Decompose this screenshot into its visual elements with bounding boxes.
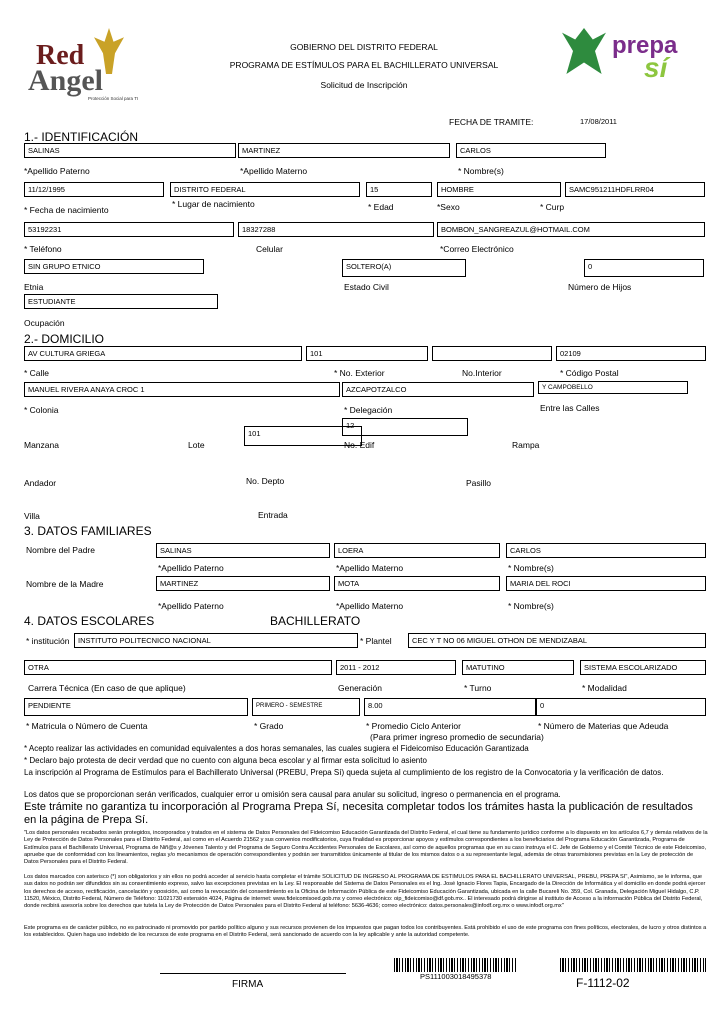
barcode-number: PS111003018495378 bbox=[420, 972, 492, 981]
hijos-label: Número de Hijos bbox=[568, 282, 632, 292]
padre-nombre-field[interactable]: CARLOS bbox=[506, 543, 706, 558]
apellido-paterno-field[interactable]: SALINAS bbox=[24, 143, 236, 158]
delegacion-label: * Delegación bbox=[344, 405, 393, 415]
padre-nombre-label: * Nombre(s) bbox=[508, 563, 554, 573]
grado-label: * Grado bbox=[254, 721, 284, 731]
padre-label: Nombre del Padre bbox=[26, 545, 95, 555]
colonia-label: * Colonia bbox=[24, 405, 59, 415]
form-code: F-1112-02 bbox=[576, 976, 630, 990]
lugar-nacimiento-field[interactable]: DISTRITO FEDERAL bbox=[170, 182, 360, 197]
fecha-nacimiento-field[interactable]: 11/12/1995 bbox=[24, 182, 164, 197]
no-edif-field[interactable]: 12 bbox=[342, 418, 468, 436]
correo-field[interactable]: BOMBON_SANGREAZUL@HOTMAIL.COM bbox=[437, 222, 705, 237]
program-title: PROGRAMA DE ESTÍMULOS PARA EL BACHILLERATO UNIVERSAL bbox=[229, 60, 499, 70]
apellido-materno-field[interactable]: MARTINEZ bbox=[238, 143, 450, 158]
declaracion-inscripcion: La inscripción al Programa de Estímulos para el Bachillerato Universal (PREBU, Prepa Sí) queda sujeta al cumplimiento de los registro de la Convocatoria y la verificación de datos. bbox=[24, 768, 664, 777]
no-depto-field[interactable]: 101 bbox=[244, 426, 362, 446]
curp-label: * Curp bbox=[540, 202, 565, 212]
etnia-label: Etnia bbox=[24, 282, 44, 292]
calle-field[interactable]: AV CULTURA GRIEGA bbox=[24, 346, 302, 361]
fecha-nacimiento-label: * Fecha de nacimiento bbox=[24, 205, 109, 215]
madre-nombre-field[interactable]: MARIA DEL ROCI bbox=[506, 576, 706, 591]
aviso-importante: Este trámite no garantiza tu incorporación al Programa Prepa Sí, necesita completar todos los trámites hasta la publicación de resultados en la página de Prepa Sí. bbox=[24, 801, 693, 826]
ocupacion-field[interactable]: ESTUDIANTE bbox=[24, 294, 218, 309]
madre-paterno-label: *Apellido Paterno bbox=[158, 601, 224, 611]
apellido-materno-label: *Apellido Materno bbox=[240, 166, 308, 176]
etnia-field[interactable]: SIN GRUPO ETNICO bbox=[24, 259, 204, 274]
madre-label: Nombre de la Madre bbox=[26, 579, 104, 589]
sexo-label: *Sexo bbox=[437, 202, 460, 212]
generacion-label: Generación bbox=[338, 683, 382, 693]
form-title: Solicitud de Inscripción bbox=[320, 80, 408, 90]
celular-label: Celular bbox=[256, 244, 283, 254]
padre-paterno-field[interactable]: SALINAS bbox=[156, 543, 330, 558]
matricula-field[interactable]: PENDIENTE bbox=[24, 698, 248, 716]
plantel-label: * Plantel bbox=[360, 636, 392, 646]
codigo-postal-label: * Código Postal bbox=[560, 368, 619, 378]
no-edif-label: No. Edif bbox=[344, 440, 375, 450]
declaracion-beca: * Declaro bajo protesta de decir verdad que no cuento con alguna beca escolar y al firmar esta solicitud lo asiento bbox=[24, 756, 427, 765]
declaracion-verificacion: Los datos que se proporcionan serán verificados, cualquier error u omisión sera causal para anular su solicitud, ingreso o permanencia en el programa. bbox=[24, 790, 561, 799]
entre-calles-field[interactable]: Y CAMPOBELLO bbox=[538, 381, 688, 394]
hijos-field[interactable]: 0 bbox=[584, 259, 704, 277]
manzana-label: Manzana bbox=[24, 440, 59, 450]
promedio-label: * Promedio Ciclo Anterior bbox=[366, 721, 461, 731]
section-escolares: 4. DATOS ESCOLARES bbox=[24, 614, 155, 628]
logo-angel-text: Angel bbox=[28, 64, 103, 97]
nombre-field[interactable]: CARLOS bbox=[456, 143, 606, 158]
firma-line bbox=[160, 973, 346, 974]
codigo-postal-field[interactable]: 02109 bbox=[556, 346, 706, 361]
padre-materno-field[interactable]: LOERA bbox=[334, 543, 500, 558]
andador-label: Andador bbox=[24, 478, 57, 488]
no-exterior-label: * No. Exterior bbox=[334, 368, 385, 378]
madre-materno-field[interactable]: MOTA bbox=[334, 576, 500, 591]
delegacion-field[interactable]: AZCAPOTZALCO bbox=[342, 382, 534, 397]
institucion-field[interactable]: INSTITUTO POLITECNICO NACIONAL bbox=[74, 633, 358, 648]
fecha-tramite-label: FECHA DE TRAMITE: bbox=[449, 117, 534, 127]
aviso-datos-personales: "Los datos personales recabados serán protegidos, incorporados y tratados en el sistema de Datos Personales del Fideicomiso Educación Garantizada del Distrito Federal, el cual tiene su fundamento jurídico conforme a lo dispuesto en los artículos 6,7 y demás relativos de la Ley de Protección de Datos Personales para el Distrito Federal, así como en el Acuerdo 21562 y sus convenios modificatorios, cuya finalidad es proporcionar apoyos y estímulos correspondientes a los beneficiarios del Programa Educación Garantizada, Programa de Estímulos para el Bachillerato Universal, Programa de Niñ@s y Jóvenes Talento y del Programa de Seguro Contra Accidentes Personales de Escolares, así como de aquellos programas que en su caso instruya el C. Jefe de Gobierno y el Comité Técnico de este Fideicomiso, apruebe que de conformidad con los lineamientos, reglas y/o mecanismos de operación correspondientes y podrán ser transmitidos únicamente al titular de los mismos datos o a su representante legal, además de otras transmisiones previstas en la Ley de protección de Datos Personales para el Distrito Federal. bbox=[24, 830, 708, 866]
entrada-label: Entrada bbox=[258, 510, 288, 520]
carrera-field[interactable]: OTRA bbox=[24, 660, 332, 675]
no-interior-field[interactable] bbox=[432, 346, 552, 361]
madre-materno-label: *Apellido Materno bbox=[336, 601, 404, 611]
madre-paterno-field[interactable]: MARTINEZ bbox=[156, 576, 330, 591]
sexo-field[interactable]: HOMBRE bbox=[437, 182, 561, 197]
telefono-label: * Teléfono bbox=[24, 244, 62, 254]
logo-tagline: Protección Social para TI bbox=[88, 96, 139, 101]
generacion-field[interactable]: 2011 - 2012 bbox=[336, 660, 456, 675]
modalidad-label: * Modalidad bbox=[582, 683, 627, 693]
estado-civil-label: Estado Civil bbox=[344, 282, 389, 292]
gov-title: GOBIERNO DEL DISTRITO FEDERAL bbox=[290, 42, 438, 52]
declaracion-actividades: * Acepto realizar las actividades en comunidad equivalentes a dos horas semanales, las cuales sugiera el Fideicomiso Educación Garantizada bbox=[24, 744, 529, 753]
logo-red-text: Red bbox=[36, 40, 85, 71]
grado-field[interactable]: PRIMERO - SEMESTRE bbox=[252, 698, 360, 716]
padre-paterno-label: *Apellido Paterno bbox=[158, 563, 224, 573]
barcode-form-icon bbox=[560, 958, 706, 972]
turno-label: * Turno bbox=[464, 683, 492, 693]
curp-field[interactable]: SAMC951211HDFLRR04 bbox=[565, 182, 705, 197]
celular-field[interactable]: 18327288 bbox=[238, 222, 434, 237]
padre-materno-label: *Apellido Materno bbox=[336, 563, 404, 573]
edad-label: * Edad bbox=[368, 202, 394, 212]
promedio-note: (Para primer ingreso promedio de secundaria) bbox=[370, 732, 544, 742]
lugar-nacimiento-label: * Lugar de nacimiento bbox=[172, 199, 255, 209]
materias-adeuda-label: * Número de Materias que Adeuda bbox=[538, 721, 669, 731]
lote-label: Lote bbox=[188, 440, 205, 450]
pasillo-label: Pasillo bbox=[466, 478, 492, 488]
section-domicilio: 2.- DOMICILIO bbox=[24, 332, 105, 346]
section-familiares: 3. DATOS FAMILIARES bbox=[24, 524, 152, 538]
promedio-field[interactable]: 8.00 bbox=[364, 698, 536, 716]
bachillerato-heading: BACHILLERATO bbox=[270, 614, 361, 628]
colonia-field[interactable]: MANUEL RIVERA ANAYA CROC 1 bbox=[24, 382, 340, 397]
turno-field[interactable]: MATUTINO bbox=[462, 660, 574, 675]
fecha-tramite-value: 17/08/2011 bbox=[580, 117, 617, 126]
materias-adeuda-field[interactable]: 0 bbox=[536, 698, 706, 716]
firma-label: FIRMA bbox=[232, 979, 264, 990]
entre-calles-label: Entre las Calles bbox=[540, 403, 600, 413]
plantel-field[interactable]: CEC Y T NO 06 MIGUEL OTHON DE MENDIZABAL bbox=[408, 633, 706, 648]
estado-civil-field[interactable]: SOLTERO(A) bbox=[342, 259, 466, 277]
apellido-paterno-label: *Apellido Paterno bbox=[24, 166, 90, 176]
barcode-icon bbox=[394, 958, 516, 972]
telefono-field[interactable]: 53192231 bbox=[24, 222, 234, 237]
edad-field[interactable]: 15 bbox=[366, 182, 432, 197]
carrera-label: Carrera Técnica (En caso de que aplique) bbox=[28, 683, 186, 693]
ocupacion-label: Ocupación bbox=[24, 318, 65, 328]
correo-label: *Correo Electrónico bbox=[440, 244, 514, 254]
institucion-label: * institución bbox=[26, 636, 70, 646]
section-identificacion: 1.- IDENTIFICACIÓN bbox=[24, 130, 139, 144]
no-interior-label: No.Interior bbox=[462, 368, 502, 378]
calle-label: * Calle bbox=[24, 368, 50, 378]
prepa-si-logo bbox=[560, 28, 710, 88]
aviso-datos-obligatorios: Los datos marcados con asterisco (*) son obligatorios y sin ellos no podrá acceder al servicio hasta completar el trámite SOLICITUD DE INGRESO AL PROGRAMA DE ESTIMULOS PARA EL BACHILLERATO UNIVERSAL, PREBU, PREPA SI", Asimismo, se le informa, que sus datos no podrán ser difundidos sin su consentimiento expreso, salvo las excepciones previstas en la Ley. El responsable del Sistema de Datos Personales es el Ing. José Ignacio Flores Tapia, Encargado de la Dirección de Informática y el domicilio en donde podrá ejercer los derechos de acceso, rectificación, cancelación y oposición, así como la revocación del consentimiento es la Oficina de Información Pública de este Fideicomiso Educación Garantizada, ubicada en la calle Bucareli No. 359, Col. Granada, Delegación Miguel Hidalgo, C.P. 11520, México, Distrito Federal, Número de Teléfono: 11021730 extensión 4024, Página de internet: www.fideicomisoed.gob.mx y correo electrónico: oip_fideicomiso@df.gob.mx.. El interesado podrá dirigirse al instituto de Acceso a la información Pública del Distrito Federal, donde recibirá asesoría sobre los derechos que tutela la Ley de Protección de Datos Personales para el Distrito Federal al teléfono: 5636-4636; correo electrónico: datos.personales@infodf.org.mx o www.infodf.org.mx" bbox=[24, 874, 706, 910]
no-exterior-field[interactable]: 101 bbox=[306, 346, 428, 361]
madre-nombre-label: * Nombre(s) bbox=[508, 601, 554, 611]
rampa-label: Rampa bbox=[512, 440, 540, 450]
matricula-label: * Matricula o Número de Cuenta bbox=[26, 721, 148, 731]
nombre-label: * Nombre(s) bbox=[458, 166, 504, 176]
logo-si-text: sí bbox=[644, 52, 668, 83]
no-depto-label: No. Depto bbox=[246, 476, 285, 486]
aviso-programa-publico: Este programa es de carácter público, no es patrocinado ni promovido por partido político alguno y sus recursos provienen de los impuestos que pagan todos los contribuyentes. Está prohibido el uso de este programa con fines políticos, electorales, de lucro y otros distintos a los establecidos. Quien haga uso indebido de los recursos de este programa en el Distrito Federal, será sancionado de acuerdo con la ley aplicable y ante la autoridad competente. bbox=[24, 925, 707, 939]
logo-prepa-text: prepa bbox=[612, 32, 678, 59]
villa-label: Villa bbox=[24, 511, 40, 521]
modalidad-field[interactable]: SISTEMA ESCOLARIZADO bbox=[580, 660, 706, 675]
